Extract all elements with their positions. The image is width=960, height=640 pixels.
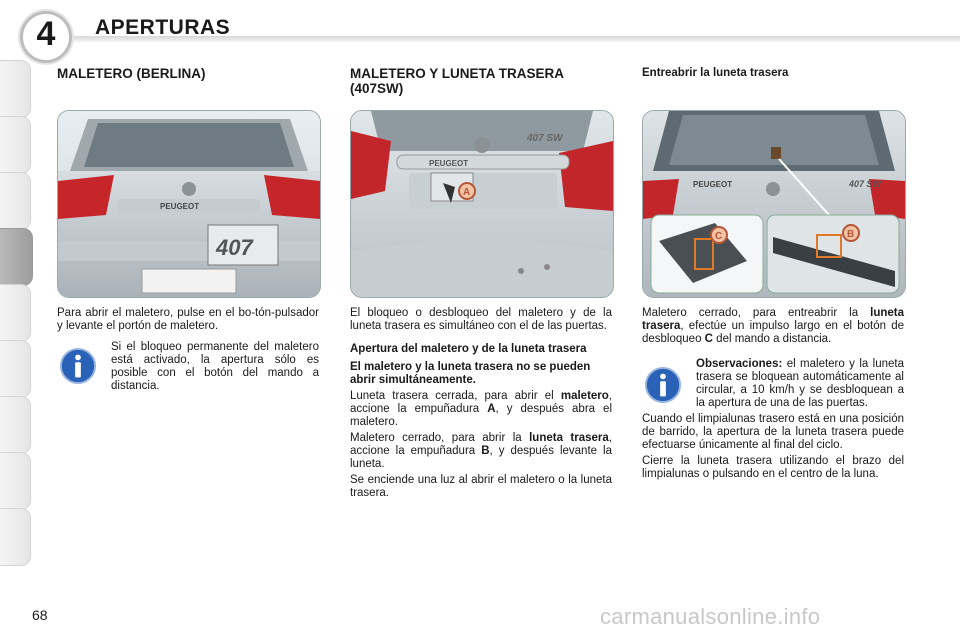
photo-model-badge: 407 <box>216 235 253 260</box>
paragraph: Cierre la luneta trasera utilizando el brazo del limpialunas o pulsando en el centro de la luna. <box>642 455 904 480</box>
info-icon <box>644 366 682 404</box>
column-entreabrir <box>642 64 904 484</box>
paragraph: Maletero cerrado, para entreabrir la luneta trasera, efectúe un impulso largo en el botón de desbloqueo C del mando a distancia. <box>642 307 904 345</box>
section-title: Entreabrir la luneta trasera <box>642 67 789 79</box>
section-title: MALETERO (BERLINA) <box>57 66 206 81</box>
paragraph: Maletero cerrado, para abrir la luneta trasera, accione la empuñadura B, y después levante la luneta. <box>350 432 612 470</box>
trunk-photo-sw <box>350 110 614 298</box>
paragraph: Cuando el limpialunas trasero está en una posición de barrido, la apertura de la luneta trasera puede efectuarse únicamente al final del ciclo. <box>642 413 904 451</box>
chapter-tab[interactable] <box>0 60 31 118</box>
info-text: Si el bloqueo permanente del maletero está activado, la apertura sólo es posible con el botón del mando a distancia. <box>111 341 319 392</box>
chapter-tab[interactable] <box>0 452 31 510</box>
chapter-tab[interactable] <box>0 172 31 230</box>
paragraph: Se enciende una luz al abrir el maletero o la luneta trasera. <box>350 474 612 499</box>
info-box <box>642 358 904 410</box>
photo-model-badge: 407 SW <box>527 133 563 144</box>
chapter-badge <box>16 11 72 55</box>
chapter-number: 4 <box>36 15 56 53</box>
trunk-photo-berlina <box>57 110 321 298</box>
marker-b: B <box>847 229 855 240</box>
page-title: APERTURAS <box>95 16 231 39</box>
photo-brand-text: PEUGEOT <box>160 202 200 211</box>
column-berlina <box>57 64 319 393</box>
watermark: carmanualsonline.info <box>600 604 821 629</box>
info-box <box>57 341 319 393</box>
paragraph: Luneta trasera cerrada, para abrir el maletero, accione la empuñadura A, y después abra el maletero. <box>350 390 613 428</box>
page-number: 68 <box>32 607 48 623</box>
observations-text: Observaciones: el maletero y la luneta trasera se bloquean automáticamente al circular, a 10 km/h y se desbloquean a la apertura de una de las puertas. <box>696 358 904 409</box>
marker-c: C <box>715 231 723 242</box>
marker-a: A <box>463 187 471 198</box>
paragraph: Para abrir el maletero, pulse en el bo-tón-pulsador y levante el portón de maletero. <box>57 307 319 332</box>
chapter-tab[interactable] <box>0 340 31 398</box>
chapter-tab[interactable] <box>0 116 31 174</box>
photo-model-badge: 407 SW <box>849 179 882 189</box>
photo-brand-text: PEUGEOT <box>693 180 733 189</box>
subheading: El maletero y la luneta trasera no se pueden abrir simultáneamente. <box>350 361 591 386</box>
chapter-tab[interactable] <box>0 396 31 454</box>
column-sw <box>350 64 612 503</box>
rear-window-photo <box>642 110 906 298</box>
chapter-tabs <box>0 60 34 580</box>
photo-brand-text: PEUGEOT <box>429 159 469 168</box>
chapter-tab-active[interactable] <box>0 228 33 286</box>
chapter-tab[interactable] <box>0 508 31 566</box>
chapter-tab[interactable] <box>0 284 31 342</box>
info-icon <box>59 347 97 385</box>
section-title: MALETERO Y LUNETA TRASERA (407SW) <box>350 66 564 96</box>
paragraph: El bloqueo o desbloqueo del maletero y de la luneta trasera es simultáneo con el de las puertas. <box>350 307 612 332</box>
subheading: Apertura del maletero y de la luneta trasera <box>350 343 587 355</box>
